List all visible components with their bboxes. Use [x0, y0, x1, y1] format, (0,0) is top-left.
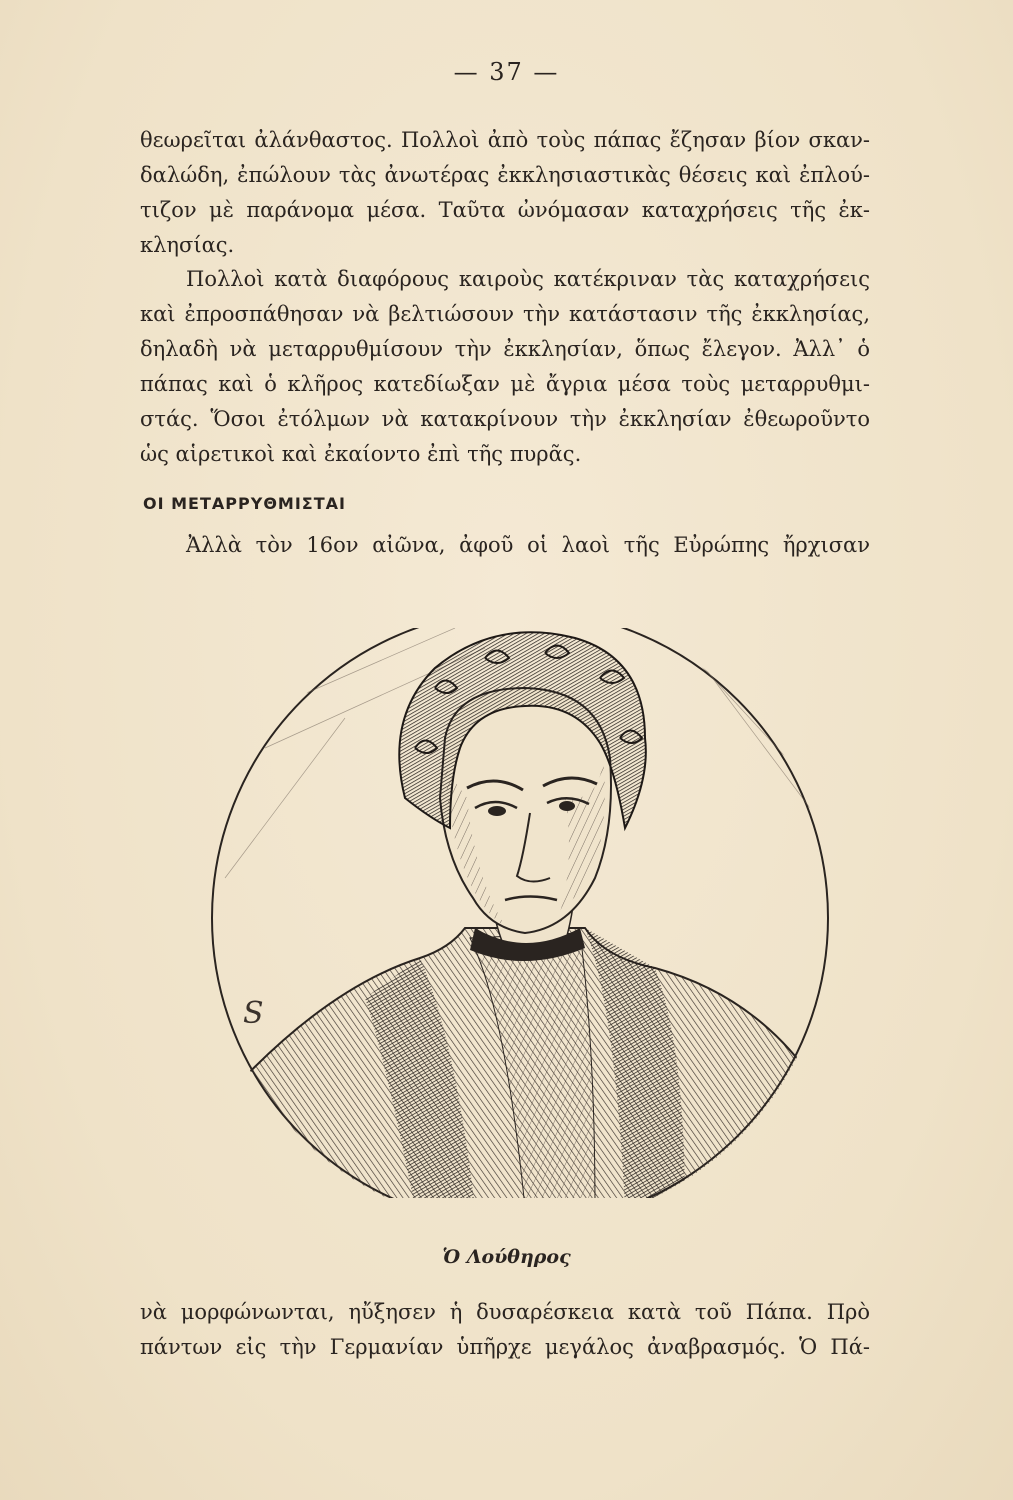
- text-line: θεωρεῖται ἀλάνθαστος. Πολλοὶ ἀπὸ τοὺς πάπας ἔζησαν βίον σκαν-: [140, 128, 870, 152]
- svg-text:S: S: [243, 996, 264, 1031]
- portrait-caption: Ὁ Λούθηρος: [442, 1246, 571, 1268]
- text-line: στάς. Ὅσοι ἐτόλμων νὰ κατακρίνουν τὴν ἐκκλησίαν ἐθεωροῦντο: [140, 407, 870, 431]
- page-number: — 37 —: [453, 58, 560, 86]
- text-line: πάντων εἰς τὴν Γερμανίαν ὑπῆρχε μεγάλος ἀναβρασμός. Ὁ Πά-: [140, 1335, 870, 1359]
- text-line: τιζον μὲ παράνομα μέσα. Ταῦτα ὠνόμασαν καταχρήσεις τῆς ἐκ-: [140, 198, 870, 222]
- text-line: δαλώδη, ἐπώλουν τὰς ἀνωτέρας ἐκκλησιαστικὰς θέσεις καὶ ἐπλού-: [140, 163, 870, 187]
- text-line: νὰ μορφώνωνται, ηὔξησεν ἡ δυσαρέσκεια κατὰ τοῦ Πάπα. Πρὸ: [140, 1300, 870, 1324]
- section-heading: ΟΙ ΜΕΤΑΡΡΥΘΜΙΣΤΑΙ: [143, 494, 346, 513]
- text-line: δηλαδὴ νὰ μεταρρυθμίσουν τὴν ἐκκλησίαν, ὅπως ἔλεγον. Ἀλλ᾽ ὁ: [140, 337, 870, 361]
- paragraph-4: [140, 1295, 870, 1365]
- text-line: κλησίας.: [140, 233, 235, 257]
- text-line: Ἀλλὰ τὸν 16ον αἰῶνα, ἀφοῦ οἱ λαοὶ τῆς Εὐρώπης ἤρχισαν: [186, 533, 870, 557]
- text-line: ὡς αἱρετικοὶ καὶ ἐκαίοντο ἐπὶ τῆς πυρᾶς.: [140, 442, 582, 466]
- paragraph-2: [140, 262, 870, 472]
- text-line: καὶ ἐπροσπάθησαν νὰ βελτιώσουν τὴν κατάστασιν τῆς ἐκκλησίας,: [140, 302, 870, 326]
- paragraph-3: [140, 528, 870, 563]
- luther-portrait-engraving: [205, 628, 835, 1198]
- paragraph-1: [140, 123, 870, 263]
- text-line: πάπας καὶ ὁ κλῆρος κατεδίωξαν μὲ ἄγρια μέσα τοὺς μεταρρυθμι-: [140, 372, 870, 396]
- text-line: Πολλοὶ κατὰ διαφόρους καιροὺς κατέκριναν τὰς καταχρήσεις: [186, 267, 870, 291]
